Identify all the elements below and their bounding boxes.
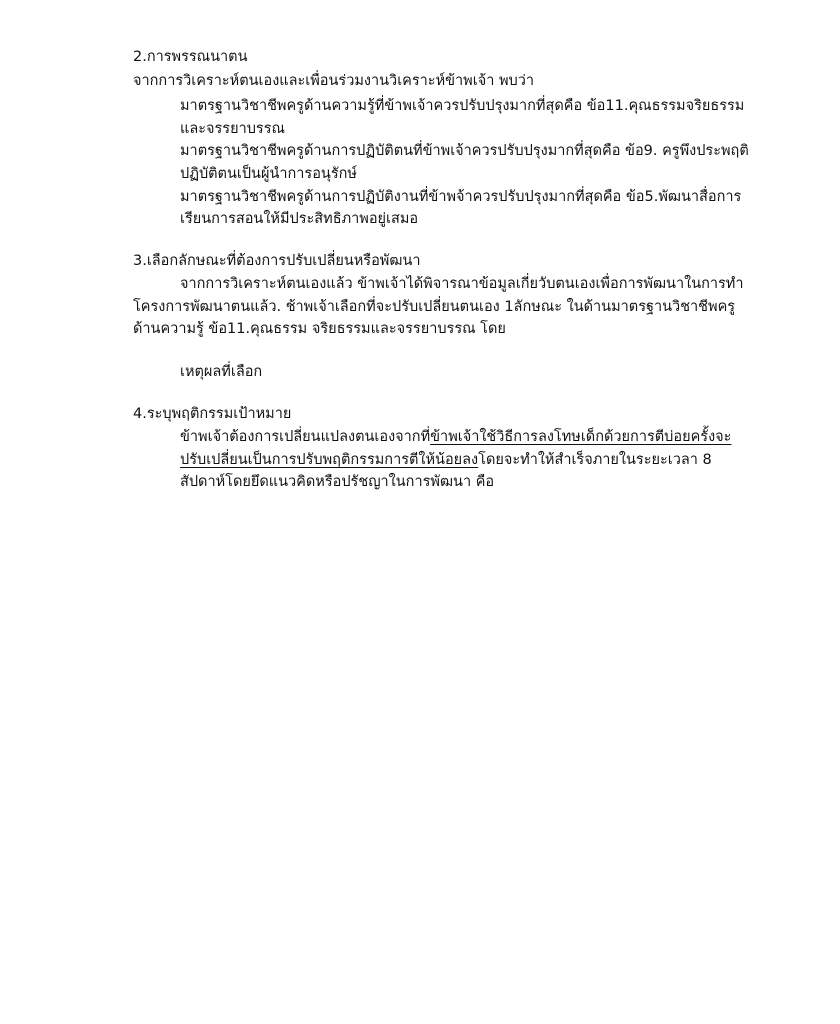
section2-item1-line1: มาตรฐานวิชาชีพครูด้านความรู้ที่ข้าพเจ้าควรปรับปรุงมากที่สุดคือ ข้อ11.คุณธรรมจริยธรรม xyxy=(180,98,745,114)
section4-line2-underlined: ปรับเปลี่ยนเป็นการปรับพฤติกรรมการตีให้น้อยลง xyxy=(180,452,479,468)
section2-item2-line1: มาตรฐานวิชาชีพครูด้านการปฏิบัติตนที่ข้าพเจ้าควรปรับปรุงมากที่สุดคือ ข้อ9. ครูพึงประพฤติ xyxy=(180,143,749,159)
section4-line2-plain: โดยจะทำให้สำเร็จภายในระยะเวลา 8 xyxy=(478,452,712,468)
section4-line1-underlined: ข้าพเจ้าใช้วิธีการลงโทษเด็กด้วยการตีบ่อยครั้งจะ xyxy=(430,429,732,445)
section2-item2-line2: ปฏิบัติตนเป็นผู้นำการอนุรักษ์ xyxy=(180,166,357,182)
section3-para-line3: ด้านความรู้ ข้อ11.คุณธรรม จริยธรรมและจรรยาบรรณ โดย xyxy=(133,321,506,337)
section2-item3-line2: เรียนการสอนให้มีประสิทธิภาพอยู่เสมอ xyxy=(180,211,419,227)
section3-para-line1: จากการวิเคราะห์ตนเองแล้ว ข้าพเจ้าได้พิจารณาข้อมูลเกี่ยวับตนเองเพื่อการพัฒนาในการทำ xyxy=(180,276,744,292)
section4-line2 xyxy=(180,449,712,471)
section2-heading: 2.การพรรณนาตน xyxy=(133,49,248,65)
section4-line1-plain: ข้าพเจ้าต้องการเปลี่ยนแปลงตนเองจากที่ xyxy=(180,429,431,445)
section4-line3: สัปดาห์โดยยึดแนวคิดหรือปรัชญาในการพัฒนา คือ xyxy=(180,474,495,490)
section3-reason: เหตุผลที่เลือก xyxy=(180,364,263,380)
section3-heading: 3.เลือกลักษณะที่ต้องการปรับเปลี่ยนหรือพัฒนา xyxy=(133,253,421,269)
section3-para-line2: โครงการพัฒนาตนแล้ว. ช้าพเจ้าเลือกที่จะปรับเปลี่ยนตนเอง 1ลักษณะ ในด้านมาตรฐานวิชาชีพครู xyxy=(133,299,736,315)
section2-item1-line2: และจรรยาบรรณ xyxy=(180,121,285,137)
section2-intro: จากการวิเคราะห์ตนเองและเพื่อนร่วมงานวิเคราะห์ข้าพเจ้า พบว่า xyxy=(133,73,534,89)
section2-item3-line1: มาตรฐานวิชาชีพครูด้านการปฏิบัติงานที่ข้าพจ้าควรปรับปรุงมากที่สุดคือ ข้อ5.พัฒนาสื่อการ xyxy=(180,189,742,205)
section4-heading: 4.ระบุพฤติกรรมเป้าหมาย xyxy=(133,406,292,422)
section4-line1 xyxy=(180,426,731,448)
